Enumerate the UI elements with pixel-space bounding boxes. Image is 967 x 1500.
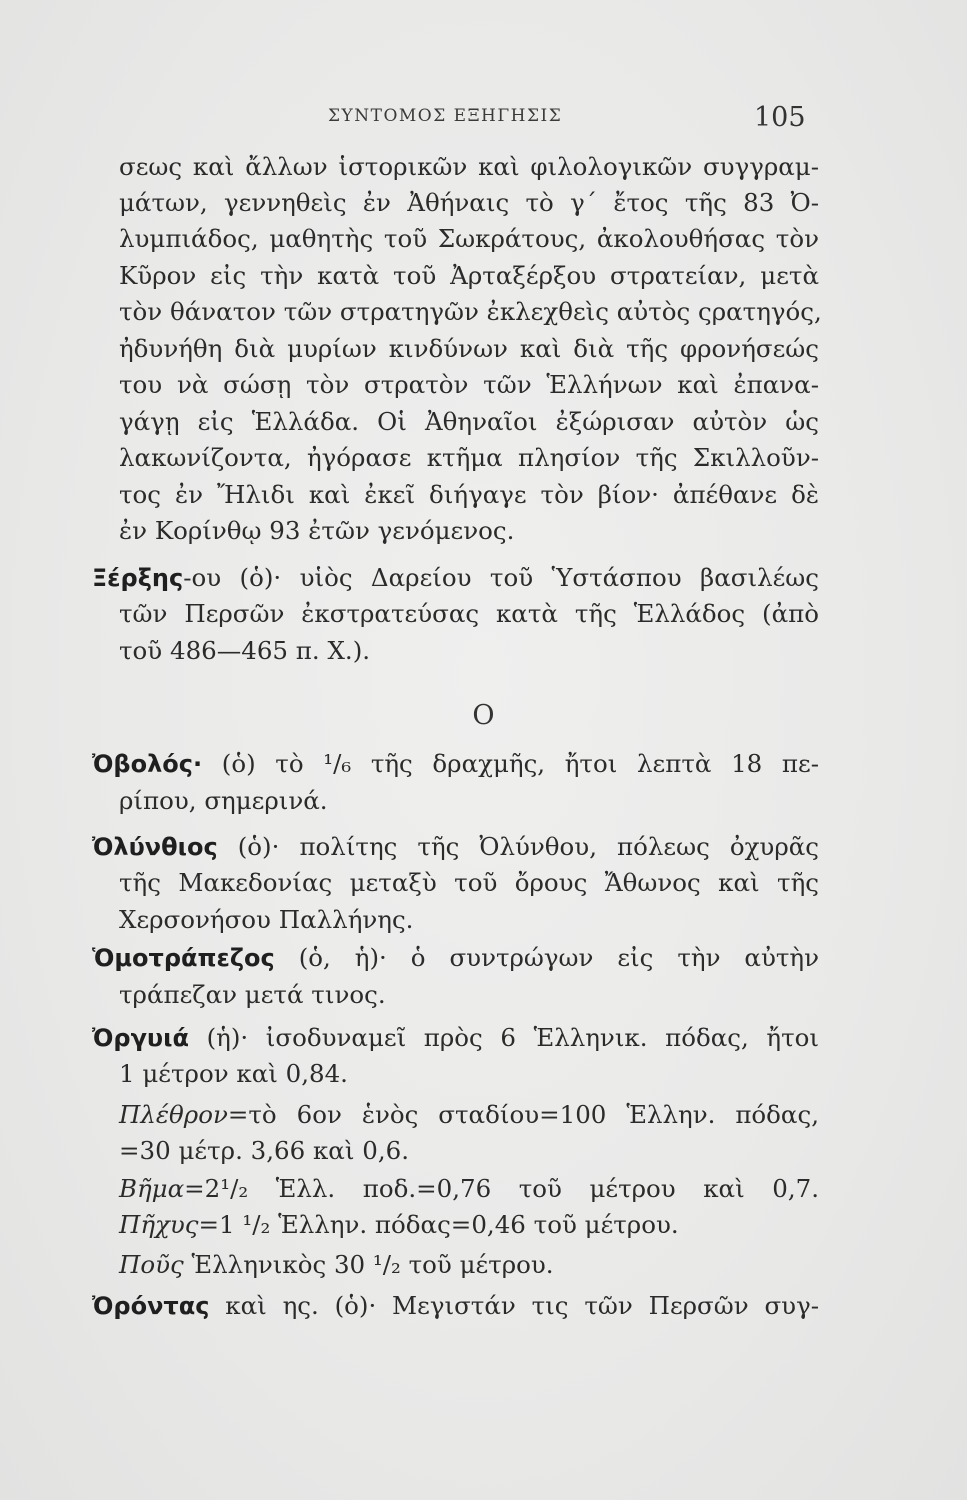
entry-orgyia	[92, 1023, 819, 1053]
headword: Ὀρόντας	[92, 1292, 210, 1320]
measure-value: Ἑλληνικὸς 30 ¹/₂ τοῦ μέτρου.	[191, 1250, 554, 1279]
text-line: λακωνίζοντα, ἠγόρασε κτῆμα πλησίον τῆς Σκιλλοῦν-	[119, 443, 819, 472]
measure-pechys	[119, 1210, 819, 1240]
text-line: Κῦρον εἰς τὴν κατὰ τοῦ Ἀρταξέρξου στρατείαν, μετὰ	[119, 261, 819, 290]
entry-xerxes	[92, 563, 819, 593]
text-line: τῆς Μακεδονίας μεταξὺ τοῦ ὄρους Ἄθωνος καὶ τῆς	[119, 868, 819, 897]
definition: -ου (ὁ)· υἱὸς Δαρείου τοῦ Ὑστάσπου βασιλέως	[183, 563, 819, 592]
page-number: 105	[754, 102, 806, 133]
text-line: του νὰ σώσῃ τὸν στρατὸν τῶν Ἑλλήνων καὶ ἐπανα-	[119, 370, 819, 399]
measure-value: =2¹/₂ Ἑλλ. ποδ.=0,76 τοῦ μέτρου καὶ 0,7.	[184, 1174, 819, 1203]
entry-obolos	[92, 749, 819, 779]
headword: Ὀργυιά	[92, 1024, 189, 1052]
text-line: ρίπου, σημερινά.	[119, 786, 328, 815]
text-line: Χερσονήσου Παλλήνης.	[119, 905, 414, 934]
entry-orontas	[92, 1291, 819, 1321]
definition: (ὁ, ἡ)· ὁ συντρώγων εἰς τὴν αὐτὴν	[298, 943, 819, 972]
entry-olynthios	[92, 832, 819, 862]
text-line: τος ἐν Ἤλιδι καὶ ἐκεῖ διήγαγε τὸν βίον· ἀπέθανε δὲ	[119, 480, 819, 509]
measure-term: Πῆχυς	[119, 1210, 199, 1239]
text-line: σεως καὶ ἄλλων ἱστορικῶν καὶ φιλολογικῶν συγγραμ-	[119, 152, 819, 181]
definition: (ὁ)· πολίτης τῆς Ὀλύνθου, πόλεως ὀχυρᾶς	[237, 832, 819, 861]
page-header	[0, 102, 967, 138]
headword: Ὀβολός·	[92, 750, 203, 778]
measure-term: Πλέθρον	[119, 1100, 228, 1129]
headword: Ὁμοτράπεζος	[92, 944, 275, 972]
running-head: ΣΥΝΤΟΜΟΣ ΕΞΗΓΗΣΙΣ	[328, 106, 563, 126]
text-line: τῶν Περσῶν ἐκστρατεύσας κατὰ τῆς Ἑλλάδος (ἀπὸ	[119, 599, 819, 628]
definition: (ὁ) τὸ ¹/₆ τῆς δραχμῆς, ἤτοι λεπτὰ 18 πε-	[221, 749, 819, 778]
text-line: τὸν θάνατον τῶν στρατηγῶν ἐκλεχθεὶς αὐτὸς ςρατηγός,	[119, 297, 822, 326]
definition: (ἡ)· ἰσοδυναμεῖ πρὸς 6 Ἑλληνικ. πόδας, ἤτοι	[206, 1023, 820, 1052]
measure-value: =τὸ 6ον ἑνὸς σταδίου=100 Ἑλλην. πόδας,	[227, 1100, 819, 1129]
measure-plethron	[119, 1100, 819, 1130]
definition: καὶ ης. (ὁ)· Μεγιστάν τις τῶν Περσῶν συγ-	[225, 1291, 819, 1320]
text-line: γάγῃ εἰς Ἑλλάδα. Οἱ Ἀθηναῖοι ἐξώρισαν αὐτὸν ὡς	[119, 407, 819, 436]
measure-pous	[119, 1250, 819, 1280]
entry-homotrapezos	[92, 943, 819, 973]
text-line: λυμπιάδος, μαθητὴς τοῦ Σωκράτους, ἀκολουθήσας τὸν	[119, 224, 819, 253]
text-line: ἠδυνήθη διὰ μυρίων κινδύνων καὶ διὰ τῆς φρονήσεώς	[119, 334, 819, 363]
text-line: τράπεζαν μετά τινος.	[119, 980, 386, 1009]
measure-value: =1 ¹/₂ Ἑλλην. πόδας=0,46 τοῦ μέτρου.	[198, 1210, 679, 1239]
measure-term: Βῆμα	[119, 1174, 185, 1203]
text-line: μάτων, γεννηθεὶς ἐν Ἀθήναις τὸ γ´ ἔτος τῆς 83 Ὀ-	[119, 188, 819, 217]
headword: Ξέρξης	[92, 564, 184, 592]
headword: Ὀλύνθιος	[92, 833, 218, 861]
measure-bema	[119, 1174, 819, 1204]
text-line: ἐν Κορίνθῳ 93 ἐτῶν γενόμενος.	[119, 516, 515, 545]
text-line: =30 μέτρ. 3,66 καὶ 0,6.	[119, 1136, 409, 1165]
text-line: 1 μέτρον καὶ 0,84.	[119, 1059, 348, 1088]
section-letter: Ο	[472, 700, 495, 731]
text-line: τοῦ 486—465 π. Χ.).	[119, 636, 371, 665]
measure-term: Ποῦς	[119, 1250, 184, 1279]
